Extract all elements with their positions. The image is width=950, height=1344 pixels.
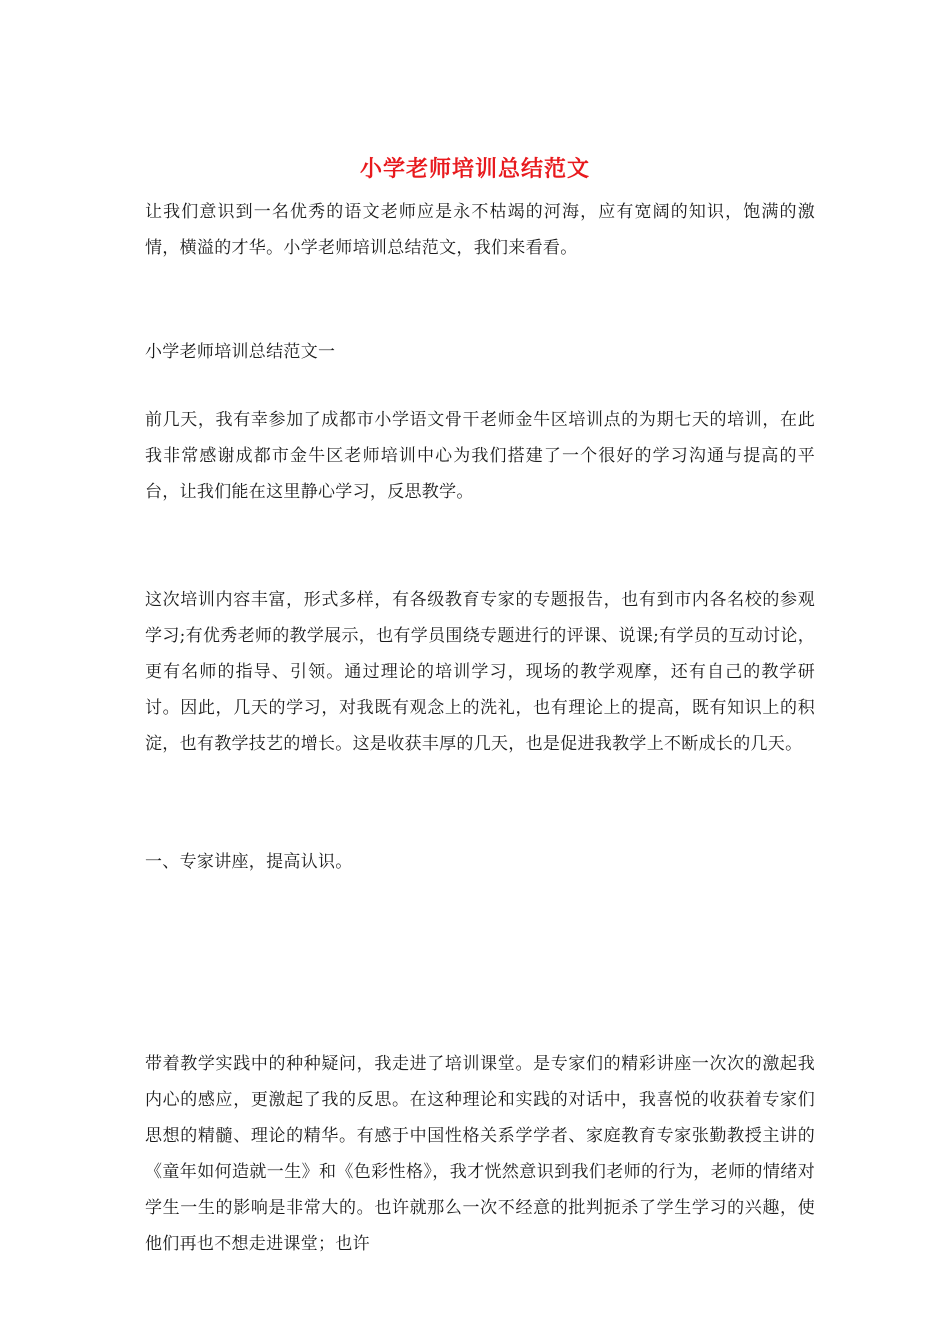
body-paragraph-1: 前几天，我有幸参加了成都市小学语文骨干老师金牛区培训点的为期七天的培训，在此我非常感谢成都市金牛区老师培训中心为我们搭建了一个很好的学习沟通与提高的平台，让我们能在这里静心学习，反思教学。 [145,410,815,502]
intro-paragraph: 让我们意识到一名优秀的语文老师应是永不枯竭的河海，应有宽阔的知识，饱满的激情，横溢的才华。小学老师培训总结范文，我们来看看。 [145,202,815,258]
body-paragraph-3: 带着教学实践中的种种疑问，我走进了培训课堂。是专家们的精彩讲座一次次的激起我内心的感应，更激起了我的反思。在这种理论和实践的对话中，我喜悦的收获着专家们思想的精髓、理论的精华。有感于中国性格关系学学者、家庭教育专家张勤教授主讲的《童年如何造就一生》和《色彩性格》，我才恍然意识到我们老师的行为，老师的情绪对学生一生的影响是非常大的。也许就那么一次不经意的批判扼杀了学生学习的兴趣，使他们再也不想走进课堂；也许 [145,1054,815,1254]
document-title: 小学老师培训总结范文 [359,156,590,182]
body-paragraph-2: 这次培训内容丰富，形式多样，有各级教育专家的专题报告，也有到市内各名校的参观学习;有优秀老师的教学展示，也有学员围绕专题进行的评课、说课;有学员的互动讨论，更有名师的指导、引领。通过理论的培训学习，现场的教学观摩，还有自己的教学研讨。因此，几天的学习，对我既有观念上的洗礼，也有理论上的提高，既有知识上的积淀，也有教学技艺的增长。这是收获丰厚的几天，也是促进我教学上不断成长的几天。 [145,590,815,754]
section-heading: 一、专家讲座，提高认识。 [145,852,353,872]
section-subtitle: 小学老师培训总结范文一 [145,342,336,362]
